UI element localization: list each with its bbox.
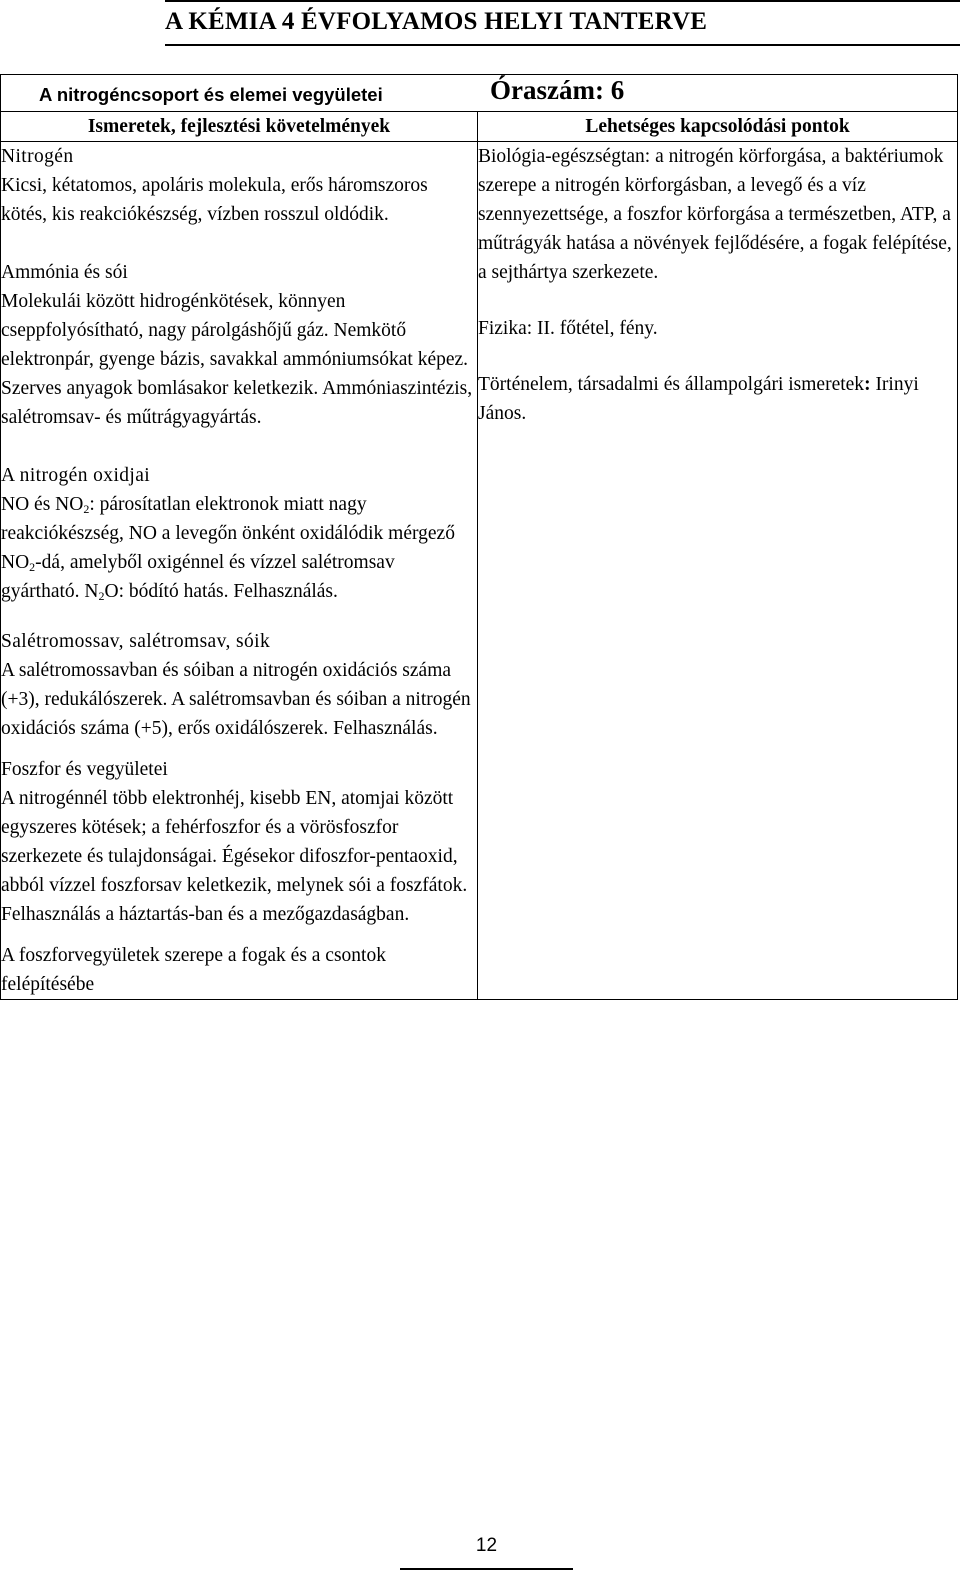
section-title-phosphorus: Foszfor és vegyületei xyxy=(1,759,168,780)
lesson-hours: Óraszám: 6 xyxy=(490,75,625,105)
section-text-ammonia: Molekulái között hidrogénkötések, könnyen cseppfolyósítható, nagy párolgáshőjű gáz. Nemkötő elektronpár, gyenge bázis, savakkal ammóniumsókat képez. Szerves anyagok bomlásakor keletkezik. Ammóniaszintézis, salétromsav- és műtrágyagyártás. xyxy=(1,291,473,428)
history-label: Történelem, társadalmi és állampolgári ismeretek xyxy=(478,374,865,395)
oxides-subscript-3: 2 xyxy=(98,589,105,603)
section-title-oxides: A nitrogén oxidjai xyxy=(1,465,151,486)
connection-biology: Biológia-egészségtan: a nitrogén körforgása, a baktériumok szerepe a nitrogén körforgásban, a levegő és a víz szennyezettsége, a foszfor körforgása a természetben, ATP, a műtrágyák hatása a növények fejlődésére, a fogak felépítése, a sejthártya szerkezete. xyxy=(478,146,952,283)
connections-cell xyxy=(478,142,958,1000)
content-row xyxy=(1,142,958,1000)
section-title-acids: Salétromossav, salétromsav, sóik xyxy=(1,631,271,652)
section-text-acids: A salétromossavban és sóiban a nitrogén oxidációs száma (+3), redukálószerek. A salétromsavban és sóiban a nitrogén oxidációs száma (+5), erős oxidálószerek. Felhasználás. xyxy=(1,660,471,739)
oxides-subscript-1: 2 xyxy=(83,502,90,516)
section-text-role: A foszforvegyületek szerepe a fogak és a csontok felépítésébe xyxy=(1,945,386,995)
page-footer xyxy=(400,1530,573,1570)
connection-history xyxy=(478,370,957,428)
topic-name: A nitrogéncsoport és elemei vegyületei xyxy=(39,84,383,105)
oxides-text-3: -dá, amelyből oxigénnel és vízzel salétromsav gyártható. N xyxy=(1,552,395,602)
oxides-subscript-2: 2 xyxy=(29,560,36,574)
history-colon: : xyxy=(864,374,871,395)
connection-physics: Fizika: II. főtétel, fény. xyxy=(478,318,658,339)
requirements-cell xyxy=(1,142,478,1000)
topic-cell xyxy=(1,75,958,112)
oxides-text-2: : párosítatlan elektronok miatt nagy reakciókészség, NO a levegőn önként oxidálódik mérgező NO xyxy=(1,494,455,573)
section-phosphorus-role xyxy=(1,941,477,999)
column-header-row xyxy=(1,112,958,142)
section-text-nitrogen: Kicsi, kétatomos, apoláris molekula, erős háromszoros kötés, kis reakciókészség, vízben rosszul oldódik. xyxy=(1,175,428,225)
section-title-nitrogen: Nitrogén xyxy=(1,146,74,167)
history-text: Irinyi János. xyxy=(478,374,919,424)
section-nitrogen-oxides xyxy=(1,461,477,606)
column-header-connections: Lehetséges kapcsolódási pontok xyxy=(478,112,958,142)
section-nitrogen xyxy=(1,142,477,229)
section-nitric-acids xyxy=(1,627,477,743)
section-text-oxides xyxy=(1,490,477,606)
curriculum-table xyxy=(0,74,958,1000)
topic-row xyxy=(1,75,958,112)
section-text-phosphorus: A nitrogénnél több elektronhéj, kisebb EN, atomjai között egyszeres kötések; a fehérfoszfor és a vörösfoszfor szerkezete és tulajdonságai. Égésekor difoszfor-pentaoxid, abból vízzel foszforsav keletkezik, melynek sói a foszfátok. Felhasználás a háztartás-ban és a mezőgazdaságban. xyxy=(1,788,468,925)
page-number: 12 xyxy=(475,1535,498,1556)
section-phosphorus xyxy=(1,755,477,929)
document-title: A KÉMIA 4 ÉVFOLYAMOS HELYI TANTERVE xyxy=(165,8,708,35)
oxides-text-4: O: bódító hatás. Felhasználás. xyxy=(104,581,338,602)
page-header xyxy=(165,0,960,46)
section-ammonia xyxy=(1,258,477,432)
column-header-requirements: Ismeretek, fejlesztési követelmények xyxy=(1,112,478,142)
oxides-text-1: NO és NO xyxy=(1,494,84,515)
section-title-ammonia: Ammónia és sói xyxy=(1,262,128,283)
